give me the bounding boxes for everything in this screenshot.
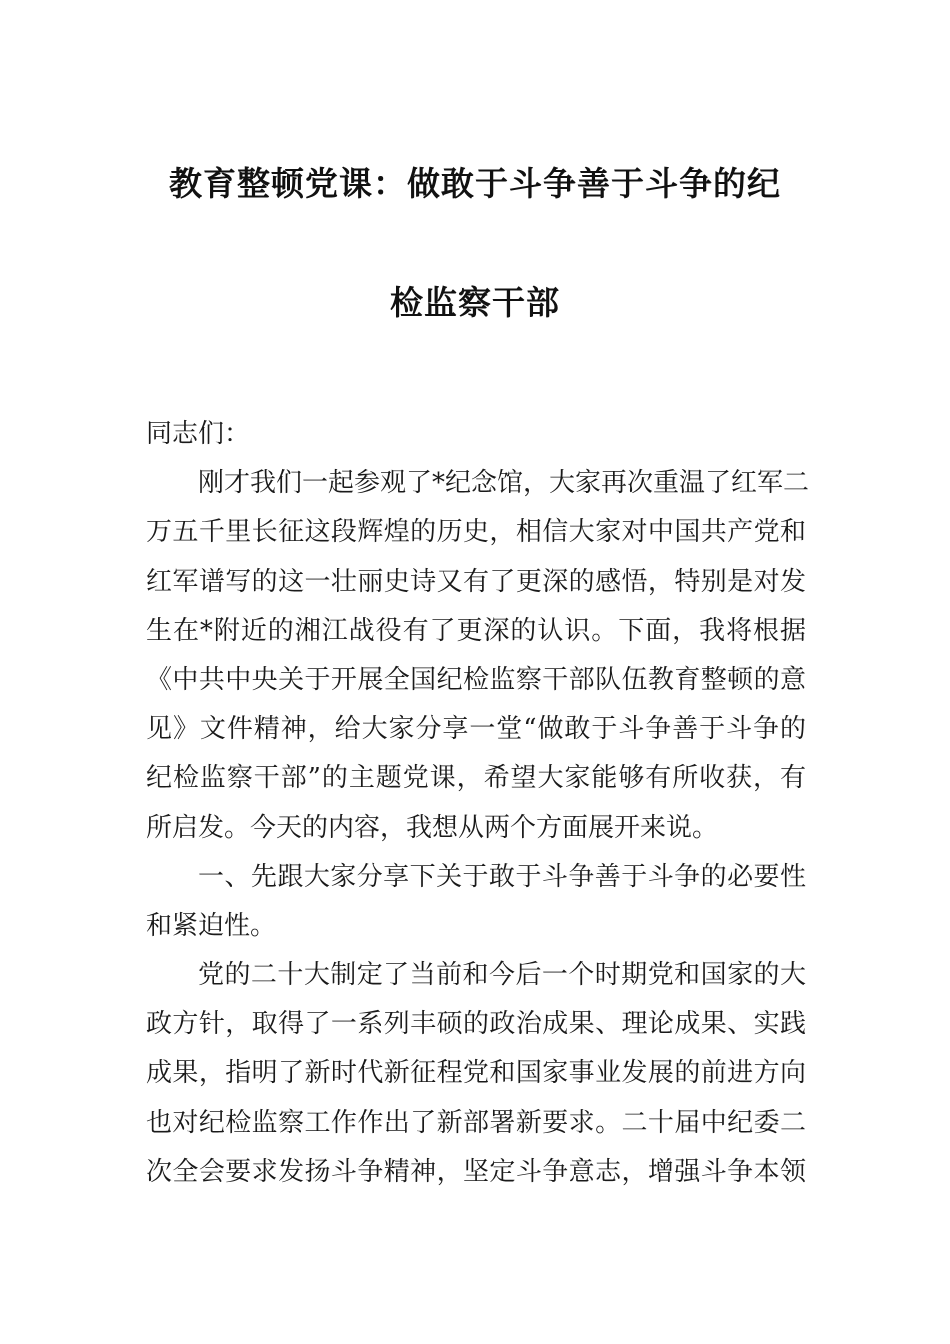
document-title-line-1: 教育整顿党课：做敢于斗争善于斗争的纪: [169, 164, 781, 203]
paragraph-1-line-5: 《中共中央关于开展全国纪检监察干部队伍教育整顿的意: [146, 664, 806, 695]
paragraph-2-line-2: 政方针，取得了一系列丰硕的政治成果、理论成果、实践: [146, 1009, 806, 1040]
paragraph-2-line-1: 党的二十大制定了当前和今后一个时期党和国家的大: [198, 960, 806, 991]
document-title-line-2: 检监察干部: [390, 283, 560, 322]
paragraph-1-line-4: 生在*附近的湘江战役有了更深的认识。下面，我将根据: [146, 615, 806, 646]
paragraph-1-line-3: 红军谱写的这一壮丽史诗又有了更深的感悟，特别是对发: [146, 566, 806, 597]
paragraph-1-line-2: 万五千里长征这段辉煌的历史，相信大家对中国共产党和: [146, 517, 806, 548]
salutation: 同志们：: [146, 419, 251, 449]
paragraph-1-line-7: 纪检监察干部”的主题党课，希望大家能够有所收获，有: [146, 763, 806, 794]
paragraph-2-line-4: 也对纪检监察工作作出了新部署新要求。二十届中纪委二: [146, 1107, 806, 1138]
paragraph-2-line-5: 次全会要求发扬斗争精神，坚定斗争意志，增强斗争本领: [146, 1156, 806, 1187]
paragraph-1-line-1: 刚才我们一起参观了*纪念馆，大家再次重温了红军二: [198, 468, 810, 499]
section-heading-line-1: 一、先跟大家分享下关于敢于斗争善于斗争的必要性: [198, 861, 806, 892]
section-heading-line-2: 和紧迫性。: [146, 910, 277, 941]
paragraph-1-line-6: 见》文件精神，给大家分享一堂“做敢于斗争善于斗争的: [146, 714, 806, 745]
paragraph-1-line-8: 所启发。今天的内容，我想从两个方面展开来说。: [146, 812, 719, 843]
document-body: [146, 410, 810, 1197]
paragraph-2-line-3: 成果，指明了新时代新征程党和国家事业发展的前进方向: [146, 1058, 806, 1089]
